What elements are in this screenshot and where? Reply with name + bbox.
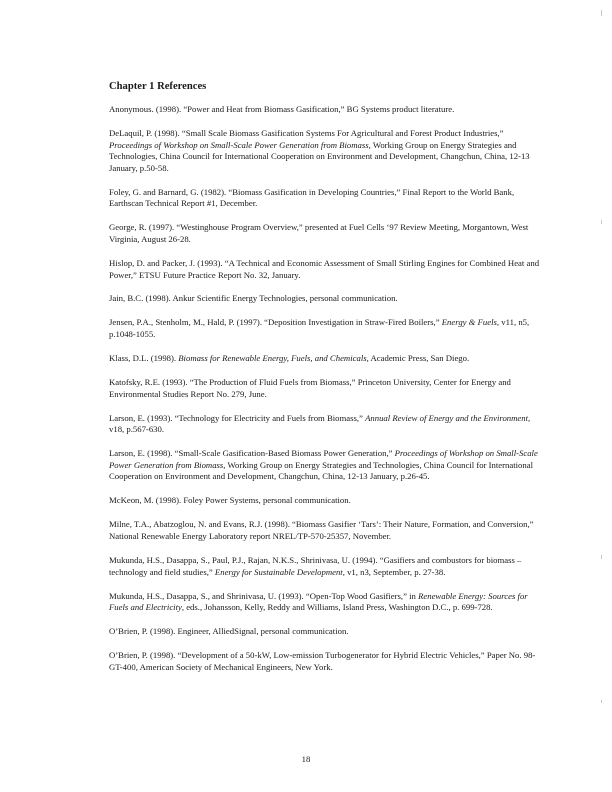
reference-entry	[109, 448, 543, 483]
reference-text: Larson, E. (1998). “Small-Scale Gasification-Based Biomass Power Generation,”	[109, 448, 395, 459]
reference-text: Larson, E. (1993). “Technology for Electricity and Fuels from Biomass,”	[109, 412, 366, 423]
page-number: 18	[301, 754, 311, 764]
reference-entry	[109, 413, 543, 436]
reference-text: , eds., Johansson, Kelly, Reddy and Williams, Island Press, Washington D.C., p. 699-728.	[181, 602, 493, 613]
reference-text: DeLaquil, P. (1998). “Small Scale Biomass Gasification Systems For Agricultural and Forest Product Industries,”	[109, 127, 504, 138]
reference-italic-text: Biomass for Renewable Energy, Fuels, and Chemicals,	[178, 353, 369, 364]
scan-edge-mark	[601, 700, 602, 703]
reference-entry	[109, 187, 543, 210]
reference-text: Anonymous. (1998). “Power and Heat from Biomass Gasification,” BG Systems product literature.	[109, 104, 455, 114]
reference-entry	[109, 293, 543, 305]
reference-entry	[109, 650, 543, 673]
reference-text: Academic Press, San Diego.	[368, 353, 470, 364]
reference-entry	[109, 128, 543, 174]
section-heading: Chapter 1 References	[109, 81, 207, 92]
reference-entry	[109, 222, 543, 245]
reference-entry	[109, 258, 543, 281]
reference-entry	[109, 626, 543, 638]
reference-text: O’Brien, P. (1998). Engineer, AlliedSignal, personal communication.	[109, 626, 349, 637]
reference-text: Milne, T.A., Abatzoglou, N. and Evans, R.J. (1998). “Biomass Gasifier ‘Tars’: Their Nature, Formation, and Conversion,” National Renewable Energy Laboratory report NREL/TP-570-25357, November.	[109, 519, 534, 541]
reference-text: Mukunda, H.S., Dasappa, S., and Shrinivasa, U. (1993). “Open-Top Wood Gasifiers,” in	[109, 590, 419, 601]
scan-edge-mark	[601, 555, 602, 559]
reference-italic-text: Renewable Energy: Sources for Fuels and Electricity	[109, 590, 528, 613]
reference-text: McKeon, M. (1998). Foley Power Systems, personal communication.	[109, 495, 351, 506]
reference-entry	[109, 377, 543, 400]
reference-italic-text: Proceedings of Workshop on Small-Scale Power Generation from Biomass,	[109, 139, 371, 150]
reference-text: Jensen, P.A., Stenholm, M., Hald, P. (1997). “Deposition Investigation in Straw-Fired Boilers,”	[109, 317, 442, 328]
reference-text: O’Brien, P. (1998). “Development of a 50-kW, Low-emission Turbogenerator for Hybrid Electric Vehicles,” Paper No. 98-GT-400, American Society of Mechanical Engineers, New York.	[109, 650, 536, 672]
scan-edge-mark	[601, 220, 602, 224]
reference-text: , v11, n5, p.1048-1055.	[109, 317, 530, 340]
reference-entry	[109, 495, 543, 507]
reference-list	[109, 104, 543, 686]
reference-entry	[109, 353, 543, 365]
reference-italic-text: Energy & Fuels	[441, 317, 497, 328]
reference-text: George, R. (1997). “Westinghouse Program Overview,” presented at Fuel Cells ‘97 Review Meeting, Morgantown, West Virginia, August 26-28.	[109, 222, 529, 244]
reference-entry	[109, 591, 543, 614]
reference-text: Klass, D.L. (1998).	[109, 353, 179, 364]
reference-text: Working Group on Energy Strategies and Technologies, China Council for International Cooperation on Environment and Development, Changchun, China, 12-13 January, p.50-58.	[109, 139, 530, 173]
reference-text: Hislop, D. and Packer, J. (1993). “A Technical and Economic Assessment of Small Stirling Engines for Combined Heat and Power,” ETSU Future Practice Report No. 32, January.	[109, 257, 540, 280]
reference-entry	[109, 104, 543, 116]
reference-entry	[109, 555, 543, 578]
reference-text: Working Group on Energy Strategies and Technologies, China Council for International Cooperation on Environment and Development, Changchun, China, 12-13 January, p.26-45.	[109, 459, 534, 482]
reference-italic-text: Annual Review of Energy and the Environment	[365, 412, 529, 423]
reference-text: , v18, p.567-630.	[109, 412, 531, 435]
reference-entry	[109, 519, 543, 542]
reference-text: , v1, n3, September, p. 27-38.	[342, 566, 446, 577]
reference-text: Katofsky, R.E. (1993). “The Production of Fluid Fuels from Biomass,” Princeton University, Center for Energy and Environmental Studies Report No. 279, June.	[109, 377, 511, 399]
reference-text: Foley, G. and Barnard, G. (1982). “Biomass Gasification in Developing Countries,” Final Report to the World Bank, Earthscan Technical Report #1, December.	[109, 186, 515, 209]
reference-text: Jain, B.C. (1998). Ankur Scientific Energy Technologies, personal communication.	[109, 293, 398, 304]
reference-entry	[109, 317, 543, 340]
scan-edge-mark	[601, 10, 602, 16]
reference-italic-text: Energy for Sustainable Development	[214, 566, 343, 577]
reference-text: Mukunda, H.S., Dasappa, S., Paul, P.J., Rajan, N.K.S., Shrinivasa, U. (1994). “Gasifiers and combustors for biomass – technology and field studies,”	[109, 554, 522, 577]
reference-italic-text: Proceedings of Workshop on Small-Scale Power Generation from Biomass,	[109, 448, 538, 470]
